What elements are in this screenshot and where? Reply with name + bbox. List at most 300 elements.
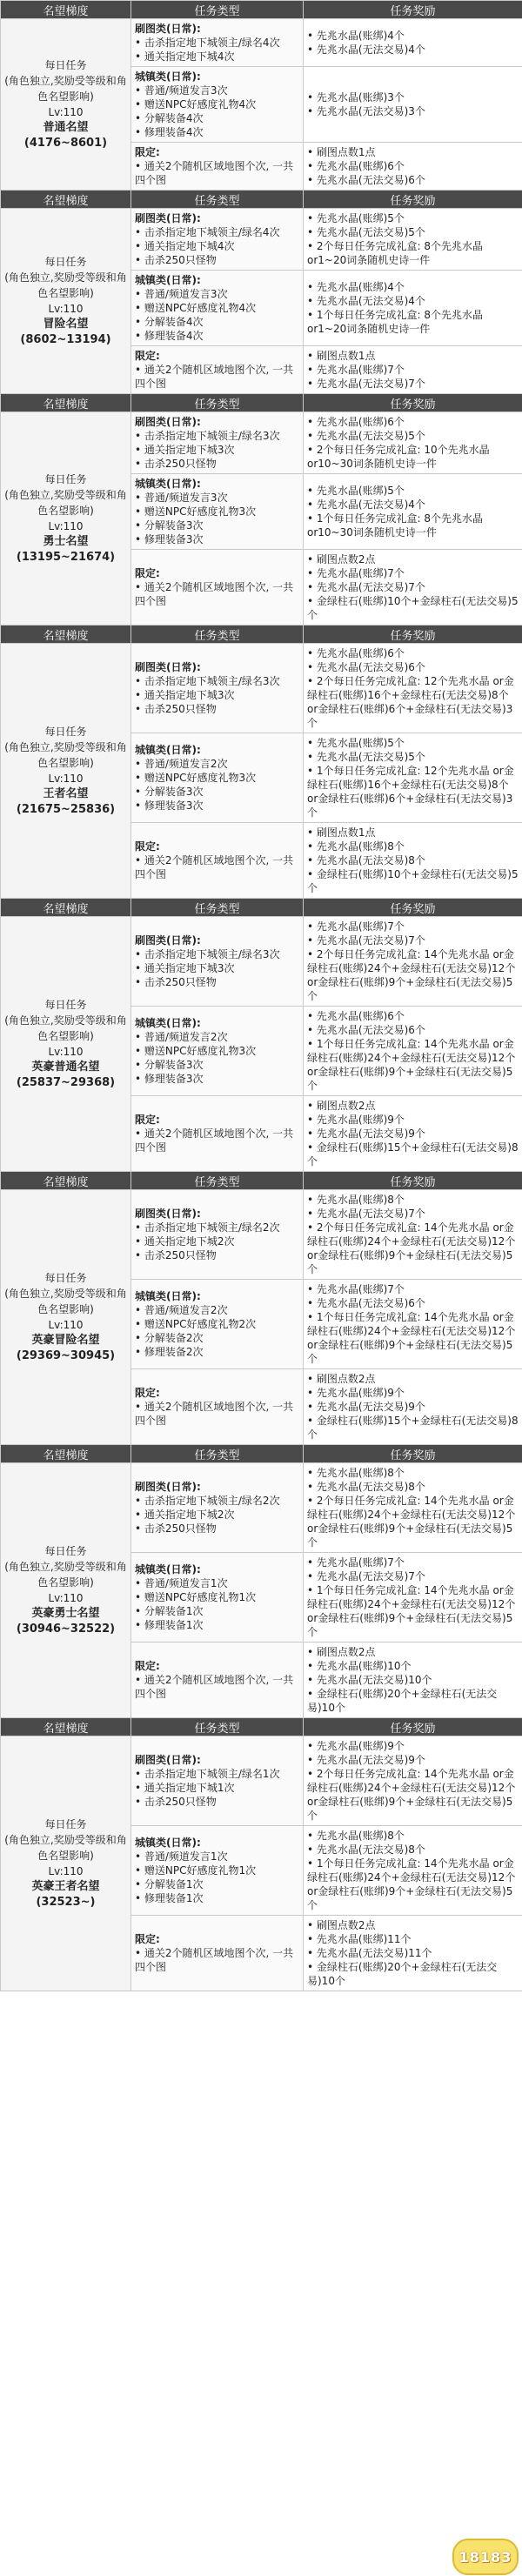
column-header: 任务奖励: [304, 191, 522, 209]
reward-item: • 先兆水晶(账绑)8个: [307, 1194, 405, 1206]
task-category: 城镇类(日常):: [135, 478, 201, 490]
reward-item: • 先兆水晶(无法交易)9个: [307, 1401, 425, 1413]
reward-cell: [304, 143, 522, 191]
task-category: 刷图类(日常):: [135, 212, 201, 224]
column-header: 任务类型: [131, 899, 304, 917]
task-item: • 击杀250只怪物: [135, 458, 217, 470]
task-type-cell: [131, 1096, 304, 1172]
task-item: • 通关指定地下城3次: [135, 689, 235, 701]
reward-cell: [304, 1280, 522, 1369]
reward-item: • 先兆水晶(无法交易)9个: [307, 1127, 425, 1140]
task-item: • 赠送NPC好感度礼物3次: [135, 505, 257, 518]
reward-item: • 金绿柱石(账绑)20个+金绿柱石(无法交易)10个: [307, 1961, 498, 1987]
tier-line: (角色独立,奖励受等级和角色名望影响): [4, 1288, 127, 1315]
reward-item: • 先兆水晶(账绑)9个: [307, 1114, 405, 1126]
task-type-cell: [131, 1280, 304, 1369]
reward-item: • 先兆水晶(账绑)6个: [307, 647, 405, 659]
reward-item: • 1个每日任务完成礼盒: 14个先兆水晶 or金绿柱石(账绑)24个+金绿柱石(无法交易)12个: [307, 1038, 516, 1064]
task-item: • 分解装备2次: [135, 1332, 204, 1344]
task-type-cell: [131, 1916, 304, 1991]
reward-item: • 1个每日任务完成礼盒: 14个先兆水晶 or金绿柱石(账绑)24个+金绿柱石(无法交易)12个: [307, 1584, 516, 1610]
reward-cell: [304, 209, 522, 271]
task-item: • 赠送NPC好感度礼物1次: [135, 1591, 257, 1603]
task-item: • 普通/频道发言1次: [135, 1577, 228, 1589]
column-header: 名望梯度: [1, 899, 131, 917]
task-item: • 击杀指定地下城领主/绿名3次: [135, 675, 280, 687]
column-header: 任务类型: [131, 1718, 304, 1736]
column-header: 名望梯度: [1, 1445, 131, 1463]
task-category: 刷图类(日常):: [135, 1754, 201, 1766]
table-row: [1, 412, 522, 474]
reward-item: or金绿柱石(账绑)9个+金绿柱石(无法交易)5个: [307, 1066, 513, 1092]
task-item: • 修理装备4次: [135, 126, 204, 138]
reward-item: • 先兆水晶(账绑)5个: [307, 212, 405, 224]
tier-name: (25837~29368): [16, 1076, 116, 1089]
reward-item: • 2个每日任务完成礼盒: 12个先兆水晶 or金绿柱石(账绑)16个+金绿柱石(无法交易)8个: [307, 675, 514, 701]
reward-item: • 先兆水晶(无法交易)6个: [307, 174, 425, 186]
task-item: • 击杀250只怪物: [135, 1522, 217, 1535]
task-category: 刷图类(日常):: [135, 661, 201, 673]
reward-item: • 先兆水晶(无法交易)5个: [307, 226, 425, 238]
reward-item: • 2个每日任务完成礼盒: 14个先兆水晶 or金绿柱石(账绑)24个+金绿柱石(无法交易)12个: [307, 1221, 516, 1248]
tier-name: 冒险名望(8602~13194): [20, 318, 111, 346]
task-item: • 击杀指定地下城领主/绿名4次: [135, 226, 280, 238]
reward-item: • 先兆水晶(账绑)9个: [307, 1740, 405, 1752]
task-item: • 普通/频道发言2次: [135, 1304, 228, 1316]
reward-item: • 先兆水晶(账绑)7个: [307, 920, 405, 933]
reward-cell: [304, 1553, 522, 1643]
tier-line: 每日任务: [44, 1818, 87, 1830]
tier-cell: [1, 1463, 131, 1718]
task-item: • 击杀指定地下城领主/绿名3次: [135, 948, 280, 960]
reward-item: • 刷图点数2点: [307, 1646, 376, 1658]
reward-item: • 先兆水晶(账绑)8个: [307, 1467, 405, 1479]
header-row: [1, 191, 522, 209]
reward-item: • 先兆水晶(账绑)4个: [307, 281, 405, 293]
reward-item: • 先兆水晶(账绑)7个: [307, 1556, 405, 1569]
reward-cell: [304, 917, 522, 1007]
reward-cell: [304, 474, 522, 550]
reward-cell: [304, 412, 522, 474]
task-item: • 击杀250只怪物: [135, 1796, 217, 1808]
reward-item: • 刷图点数2点: [307, 1100, 376, 1112]
task-category: 城镇类(日常):: [135, 1290, 201, 1302]
task-item: • 击杀指定地下城领主/绿名3次: [135, 430, 280, 442]
column-header: 名望梯度: [1, 1172, 131, 1190]
header-row: [1, 1445, 522, 1463]
tier-line: (角色独立,奖励受等级和角色名望影响): [4, 75, 127, 103]
tier-name: 普通名望(4176~8601): [23, 121, 108, 150]
reward-cell: [304, 271, 522, 346]
tier-line: (角色独立,奖励受等级和角色名望影响): [4, 1561, 127, 1589]
task-category: 刷图类(日常):: [135, 23, 201, 35]
reward-item: • 先兆水晶(账绑)10个: [307, 1660, 412, 1672]
tier-line: 每日任务: [44, 999, 87, 1011]
reward-item: or金绿柱石(账绑)6个+金绿柱石(无法交易)3个: [307, 703, 513, 729]
reward-item: or金绿柱石(账绑)9个+金绿柱石(无法交易)5个: [307, 1249, 513, 1275]
task-type-cell: [131, 1190, 304, 1280]
task-category: 城镇类(日常):: [135, 1563, 201, 1576]
header-row: [1, 1, 522, 19]
task-type-cell: [131, 1826, 304, 1916]
task-category: 限定:: [135, 1933, 160, 1945]
task-item: • 击杀指定地下城领主/绿名2次: [135, 1495, 280, 1507]
task-type-cell: [131, 1553, 304, 1643]
reward-cell: [304, 823, 522, 899]
task-category: 刷图类(日常):: [135, 1208, 201, 1220]
tier-cell: [1, 644, 131, 899]
reward-item: • 2个每日任务完成礼盒: 8个先兆水晶 or1~20词条随机史诗一件: [307, 240, 484, 266]
task-item: • 修理装备1次: [135, 1892, 204, 1904]
task-item: • 修理装备3次: [135, 1073, 204, 1085]
task-item: • 通关指定地下城2次: [135, 1235, 235, 1248]
reward-cell: [304, 1643, 522, 1718]
column-header: 任务奖励: [304, 899, 522, 917]
task-item: • 赠送NPC好感度礼物1次: [135, 1864, 257, 1877]
task-category: 限定:: [135, 146, 160, 158]
task-item: • 普通/频道发言2次: [135, 1031, 228, 1043]
reward-item: • 先兆水晶(无法交易)8个: [307, 1843, 425, 1856]
table-body: [1, 1, 522, 1991]
task-category: 城镇类(日常):: [135, 1017, 201, 1029]
task-type-cell: [131, 67, 304, 143]
task-category: 刷图类(日常):: [135, 416, 201, 428]
task-item: • 通关指定地下城3次: [135, 962, 235, 974]
task-item: • 普通/频道发言3次: [135, 492, 228, 504]
tier-line: 每日任务: [44, 726, 87, 738]
task-category: 限定:: [135, 840, 160, 853]
task-item: • 分解装备3次: [135, 1059, 204, 1071]
tier-line: Lv:110: [48, 773, 84, 785]
task-item: • 修理装备1次: [135, 1619, 204, 1631]
task-item: • 赠送NPC好感度礼物2次: [135, 1318, 257, 1330]
tier-line: Lv:110: [48, 106, 84, 118]
tier-name: 王者名望(21675~25836): [16, 787, 116, 816]
tier-name: 勇士名望(13195~21674): [16, 535, 116, 564]
tier-cell: [1, 412, 131, 626]
site-watermark-logo: [452, 2539, 519, 2575]
reward-item: • 1个每日任务完成礼盒: 8个先兆水晶 or10~30词条随机史诗一件: [307, 512, 484, 539]
column-header: 名望梯度: [1, 626, 131, 644]
reward-cell: [304, 733, 522, 823]
task-item: • 通关指定地下城3次: [135, 444, 235, 456]
column-header: 任务类型: [131, 191, 304, 209]
reward-cell: [304, 346, 522, 394]
task-item: • 通关2个随机区域地图个次, 一共四个图: [135, 854, 294, 880]
task-category: 城镇类(日常):: [135, 70, 201, 83]
tier-name: 英豪王者名望(32523~): [31, 1880, 100, 1909]
column-header: 任务奖励: [304, 1172, 522, 1190]
column-header: 任务类型: [131, 1445, 304, 1463]
task-type-cell: [131, 917, 304, 1007]
task-type-cell: [131, 19, 304, 67]
header-row: [1, 626, 522, 644]
reward-item: • 先兆水晶(无法交易)4个: [307, 295, 425, 307]
task-category: 限定:: [135, 350, 160, 362]
reward-item: • 金绿柱石(账绑)10个+金绿柱石(无法交易)5个: [307, 868, 519, 894]
column-header: 名望梯度: [1, 191, 131, 209]
reward-item: • 金绿柱石(账绑)10个+金绿柱石(无法交易)5个: [307, 595, 519, 621]
task-item: • 分解装备4次: [135, 316, 204, 328]
reward-cell: [304, 1463, 522, 1553]
reward-cell: [304, 1096, 522, 1172]
task-item: • 修理装备4次: [135, 330, 204, 342]
task-item: • 分解装备3次: [135, 786, 204, 798]
task-category: 刷图类(日常):: [135, 934, 201, 947]
reward-cell: [304, 1007, 522, 1096]
reward-item: • 1个每日任务完成礼盒: 12个先兆水晶 or金绿柱石(账绑)16个+金绿柱石(无法交易)8个: [307, 765, 514, 791]
reward-item: • 先兆水晶(无法交易)7个: [307, 934, 425, 947]
tier-line: (角色独立,奖励受等级和角色名望影响): [4, 1014, 127, 1042]
table-row: [1, 19, 522, 67]
column-header: 名望梯度: [1, 1718, 131, 1736]
task-category: 限定:: [135, 1114, 160, 1126]
column-header: 任务类型: [131, 1172, 304, 1190]
task-type-cell: [131, 550, 304, 626]
task-item: • 通关指定地下城2次: [135, 1509, 235, 1521]
reward-item: • 先兆水晶(无法交易)4个: [307, 43, 425, 56]
task-item: • 通关2个随机区域地图个次, 一共四个图: [135, 1127, 294, 1154]
reward-item: or金绿柱石(账绑)9个+金绿柱石(无法交易)5个: [307, 1796, 513, 1822]
watermark-text: 18183: [458, 2548, 512, 2566]
reward-item: • 先兆水晶(无法交易)7个: [307, 378, 425, 390]
reward-item: • 先兆水晶(账绑)6个: [307, 416, 405, 428]
reward-item: • 先兆水晶(无法交易)9个: [307, 1754, 425, 1766]
reward-item: • 先兆水晶(无法交易)8个: [307, 1481, 425, 1493]
tier-line: 每日任务: [44, 473, 87, 485]
task-item: • 通关2个随机区域地图个次, 一共四个图: [135, 581, 294, 607]
reward-item: • 2个每日任务完成礼盒: 14个先兆水晶 or金绿柱石(账绑)24个+金绿柱石(无法交易)12个: [307, 948, 516, 974]
task-category: 刷图类(日常):: [135, 1481, 201, 1493]
task-category: 限定:: [135, 1387, 160, 1399]
task-item: • 击杀250只怪物: [135, 976, 217, 988]
reward-item: • 先兆水晶(账绑)9个: [307, 1387, 405, 1399]
tier-cell: [1, 19, 131, 191]
tier-cell: [1, 1190, 131, 1445]
reward-item: • 先兆水晶(无法交易)7个: [307, 1208, 425, 1220]
reward-cell: [304, 1369, 522, 1445]
reward-cell: [304, 644, 522, 733]
reward-item: • 先兆水晶(账绑)8个: [307, 1830, 405, 1842]
task-item: • 通关指定地下城1次: [135, 1782, 235, 1794]
task-item: • 击杀250只怪物: [135, 1249, 217, 1261]
tier-line: Lv:110: [48, 303, 84, 315]
task-item: • 赠送NPC好感度礼物4次: [135, 302, 257, 314]
reward-item: • 刷图点数1点: [307, 146, 376, 158]
tier-line: 每日任务: [44, 1545, 87, 1557]
reward-item: • 先兆水晶(无法交易)3个: [307, 105, 425, 117]
reward-item: • 金绿柱石(账绑)20个+金绿柱石(无法交易)10个: [307, 1688, 498, 1714]
tier-name: (29369~30945): [16, 1349, 116, 1362]
reward-item: • 先兆水晶(无法交易)6个: [307, 1024, 425, 1036]
task-item: • 修理装备3次: [135, 800, 204, 812]
reward-item: • 1个每日任务完成礼盒: 14个先兆水晶 or金绿柱石(账绑)24个+金绿柱石(无法交易)12个: [307, 1311, 516, 1337]
tier-line: 每日任务: [44, 1272, 87, 1284]
tier-line: Lv:110: [48, 1319, 84, 1331]
task-category: 城镇类(日常):: [135, 744, 201, 756]
reward-item: • 先兆水晶(无法交易)6个: [307, 661, 425, 673]
task-item: • 分解装备1次: [135, 1605, 204, 1617]
reward-item: • 先兆水晶(账绑)5个: [307, 737, 405, 749]
tier-name: 英豪冒险名望: [31, 1334, 100, 1347]
reward-item: • 先兆水晶(账绑)7个: [307, 1283, 405, 1295]
task-item: • 普通/频道发言2次: [135, 758, 228, 770]
table-row: [1, 209, 522, 271]
task-type-cell: [131, 644, 304, 733]
task-item: • 修理装备3次: [135, 533, 204, 545]
reward-cell: [304, 1736, 522, 1826]
task-item: • 普通/频道发言3次: [135, 84, 228, 97]
reward-item: • 金绿柱石(账绑)15个+金绿柱石(无法交易)8个: [307, 1415, 519, 1441]
reward-item: • 先兆水晶(无法交易)10个: [307, 1674, 432, 1686]
reward-item: • 1个每日任务完成礼盒: 14个先兆水晶 or金绿柱石(账绑)24个+金绿柱石(无法交易)12个: [307, 1857, 516, 1883]
reward-item: • 先兆水晶(无法交易)7个: [307, 581, 425, 593]
reward-cell: [304, 1826, 522, 1916]
tier-line: (角色独立,奖励受等级和角色名望影响): [4, 741, 127, 769]
header-row: [1, 899, 522, 917]
reward-item: • 先兆水晶(无法交易)6个: [307, 1297, 425, 1309]
task-item: • 赠送NPC好感度礼物3次: [135, 1045, 257, 1057]
task-item: • 分解装备3次: [135, 519, 204, 532]
reward-item: • 先兆水晶(无法交易)5个: [307, 751, 425, 763]
task-type-cell: [131, 271, 304, 346]
task-item: • 通关指定地下城4次: [135, 50, 235, 63]
task-item: • 击杀250只怪物: [135, 703, 217, 715]
tier-cell: [1, 917, 131, 1172]
table-row: [1, 644, 522, 733]
reward-item: • 先兆水晶(账绑)7个: [307, 567, 405, 579]
column-header: 任务奖励: [304, 394, 522, 412]
header-row: [1, 394, 522, 412]
tier-line: 每日任务: [44, 59, 87, 71]
reward-item: • 先兆水晶(账绑)11个: [307, 1933, 412, 1945]
reward-item: • 先兆水晶(账绑)6个: [307, 160, 405, 172]
column-header: 任务类型: [131, 394, 304, 412]
reward-item: • 2个每日任务完成礼盒: 14个先兆水晶 or金绿柱石(账绑)24个+金绿柱石(无法交易)12个: [307, 1495, 516, 1521]
reward-item: • 先兆水晶(无法交易)7个: [307, 1570, 425, 1582]
tier-line: (角色独立,奖励受等级和角色名望影响): [4, 271, 127, 299]
tier-line: Lv:110: [48, 520, 84, 532]
task-type-cell: [131, 733, 304, 823]
task-type-cell: [131, 1643, 304, 1718]
task-item: • 通关2个随机区域地图个次, 一共四个图: [135, 364, 294, 390]
column-header: 任务奖励: [304, 1, 522, 19]
task-category: 城镇类(日常):: [135, 1837, 201, 1849]
tier-line: Lv:110: [48, 1865, 84, 1877]
task-item: • 通关2个随机区域地图个次, 一共四个图: [135, 1947, 294, 1973]
task-item: • 通关2个随机区域地图个次, 一共四个图: [135, 1401, 294, 1427]
reward-item: • 先兆水晶(无法交易)11个: [307, 1947, 432, 1959]
reward-cell: [304, 550, 522, 626]
table-row: [1, 1463, 522, 1553]
task-item: • 击杀250只怪物: [135, 254, 217, 266]
tier-line: 每日任务: [44, 256, 87, 268]
task-category: 城镇类(日常):: [135, 274, 201, 286]
task-type-cell: [131, 1736, 304, 1826]
task-type-cell: [131, 346, 304, 394]
task-item: • 赠送NPC好感度礼物3次: [135, 772, 257, 784]
reward-item: • 刷图点数2点: [307, 1373, 376, 1385]
reward-item: • 2个每日任务完成礼盒: 10个先兆水晶 or10~30词条随机史诗一件: [307, 444, 490, 470]
task-item: • 击杀指定地下城领主/绿名1次: [135, 1768, 280, 1780]
reward-item: • 先兆水晶(账绑)5个: [307, 485, 405, 497]
reward-item: • 1个每日任务完成礼盒: 8个先兆水晶 or1~20词条随机史诗一件: [307, 309, 484, 335]
reward-cell: [304, 67, 522, 143]
task-item: • 通关2个随机区域地图个次, 一共四个图: [135, 1674, 294, 1700]
tier-cell: [1, 1736, 131, 1991]
task-type-cell: [131, 823, 304, 899]
reward-item: • 先兆水晶(无法交易)8个: [307, 854, 425, 866]
reward-item: • 先兆水晶(账绑)7个: [307, 364, 405, 376]
header-row: [1, 1172, 522, 1190]
column-header: 任务类型: [131, 626, 304, 644]
column-header: 名望梯度: [1, 1, 131, 19]
task-item: • 普通/频道发言3次: [135, 288, 228, 300]
column-header: 名望梯度: [1, 394, 131, 412]
task-type-cell: [131, 412, 304, 474]
task-item: • 修理装备2次: [135, 1346, 204, 1358]
reward-item: or金绿柱石(账绑)9个+金绿柱石(无法交易)5个: [307, 1885, 513, 1911]
reward-item: • 2个每日任务完成礼盒: 14个先兆水晶 or金绿柱石(账绑)24个+金绿柱石(无法交易)12个: [307, 1768, 516, 1794]
column-header: 任务类型: [131, 1, 304, 19]
table-row: [1, 1190, 522, 1280]
task-item: • 通关2个随机区域地图个次, 一共四个图: [135, 160, 294, 186]
column-header: 任务奖励: [304, 1445, 522, 1463]
reward-item: • 先兆水晶(账绑)3个: [307, 91, 405, 104]
reward-item: • 金绿柱石(账绑)15个+金绿柱石(无法交易)8个: [307, 1141, 519, 1168]
reward-item: • 刷图点数2点: [307, 553, 376, 565]
task-category: 限定:: [135, 567, 160, 579]
tier-name: 英豪普通名望: [31, 1061, 100, 1074]
reward-item: • 先兆水晶(账绑)4个: [307, 30, 405, 42]
reward-item: • 先兆水晶(账绑)6个: [307, 1010, 405, 1022]
column-header: 任务奖励: [304, 1718, 522, 1736]
task-type-cell: [131, 474, 304, 550]
column-header: 任务奖励: [304, 626, 522, 644]
tier-line: (角色独立,奖励受等级和角色名望影响): [4, 1834, 127, 1862]
tier-name: (30946~32522): [16, 1623, 116, 1636]
reward-item: or金绿柱石(账绑)9个+金绿柱石(无法交易)5个: [307, 1522, 513, 1549]
task-item: • 通关指定地下城4次: [135, 240, 235, 252]
task-item: • 击杀指定地下城领主/绿名4次: [135, 37, 280, 49]
task-type-cell: [131, 143, 304, 191]
task-type-cell: [131, 1369, 304, 1445]
task-type-cell: [131, 209, 304, 271]
reward-cell: [304, 1190, 522, 1280]
reward-cell: [304, 19, 522, 67]
reward-item: • 先兆水晶(账绑)8个: [307, 840, 405, 853]
tier-name: 英豪勇士名望: [31, 1607, 100, 1620]
task-category: 限定:: [135, 1660, 160, 1672]
task-item: • 分解装备1次: [135, 1878, 204, 1890]
task-type-cell: [131, 1007, 304, 1096]
reward-item: or金绿柱石(账绑)6个+金绿柱石(无法交易)3个: [307, 793, 513, 819]
reward-item: or金绿柱石(账绑)9个+金绿柱石(无法交易)5个: [307, 1339, 513, 1365]
header-row: [1, 1718, 522, 1736]
task-item: • 分解装备4次: [135, 112, 204, 124]
task-item: • 击杀指定地下城领主/绿名2次: [135, 1221, 280, 1234]
table-row: [1, 1736, 522, 1826]
reward-item: • 刷图点数1点: [307, 826, 376, 839]
task-type-cell: [131, 1463, 304, 1553]
tier-line: Lv:110: [48, 1046, 84, 1058]
reward-item: or金绿柱石(账绑)9个+金绿柱石(无法交易)5个: [307, 1612, 513, 1638]
reward-item: • 先兆水晶(无法交易)4个: [307, 498, 425, 511]
tier-cell: [1, 209, 131, 394]
tier-line: Lv:110: [48, 1592, 84, 1604]
reward-item: • 刷图点数1点: [307, 350, 376, 362]
task-item: • 赠送NPC好感度礼物4次: [135, 98, 257, 110]
